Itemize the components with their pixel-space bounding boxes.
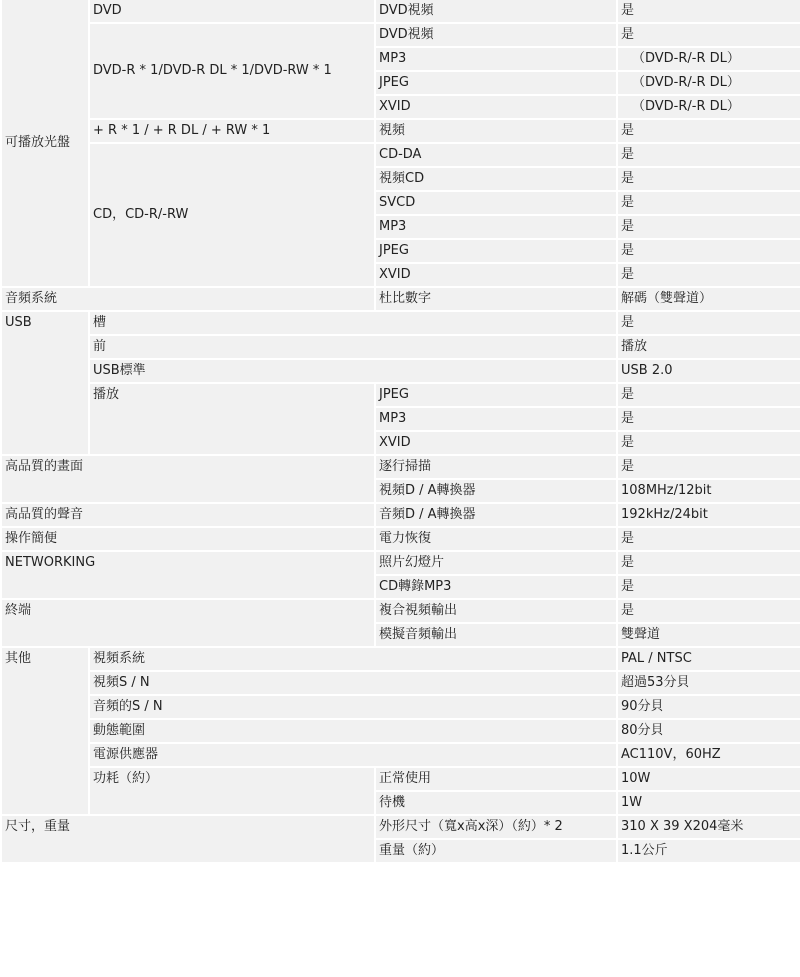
spec-row [2, 528, 800, 550]
spec-row [2, 720, 800, 742]
disc-cd-format: CD-DA [376, 144, 616, 166]
power-mode: 正常使用 [376, 768, 616, 790]
other-label: 音頻的S / N [90, 696, 616, 718]
spec-row [2, 696, 800, 718]
disc-dvdr-value: （DVD-R/-R DL） [618, 96, 800, 118]
networking-item: CD轉錄MP3 [376, 576, 616, 598]
power-mode: 待機 [376, 792, 616, 814]
spec-row [2, 744, 800, 766]
disc-cd-value: 是 [618, 240, 800, 262]
spec-row [2, 648, 800, 670]
other-label: 電源供應器 [90, 744, 616, 766]
disc-dvdr-value: （DVD-R/-R DL） [618, 48, 800, 70]
size-weight-value: 310 X 39 X204毫米 [618, 816, 800, 838]
disc-cd-format: MP3 [376, 216, 616, 238]
networking-label: NETWORKING [2, 552, 374, 598]
disc-dvdr-format: MP3 [376, 48, 616, 70]
other-header: 其他 [2, 648, 88, 814]
disc-dvdr-value: （DVD-R/-R DL） [618, 72, 800, 94]
disc-dvdr-label: DVD-R * 1/DVD-R DL * 1/DVD-RW * 1 [90, 24, 374, 118]
usb-playback-value: 是 [618, 384, 800, 406]
usb-playback-format: MP3 [376, 408, 616, 430]
spec-row [2, 336, 800, 358]
hq-sound-value: 192kHz/24bit [618, 504, 800, 526]
audio-system-item: 杜比數字 [376, 288, 616, 310]
disc-cd-value: 是 [618, 168, 800, 190]
disc-plusr-format: 視頻 [376, 120, 616, 142]
disc-cd-value: 是 [618, 192, 800, 214]
spec-row [2, 552, 800, 574]
power-label: 功耗（約） [90, 768, 374, 814]
disc-cd-value: 是 [618, 264, 800, 286]
ease-label: 操作簡便 [2, 528, 374, 550]
disc-dvdr-format: DVD視頻 [376, 24, 616, 46]
networking-value: 是 [618, 576, 800, 598]
usb-standard-value: USB 2.0 [618, 360, 800, 382]
usb-playback-format: XVID [376, 432, 616, 454]
hq-picture-value: 108MHz/12bit [618, 480, 800, 502]
power-value: 1W [618, 792, 800, 814]
spec-row [2, 384, 800, 406]
audio-system-value: 解碼（雙聲道） [618, 288, 800, 310]
ease-value: 是 [618, 528, 800, 550]
hq-picture-value: 是 [618, 456, 800, 478]
disc-plusr-label: + R * 1 / + R DL / + RW * 1 [90, 120, 374, 142]
spec-row [2, 360, 800, 382]
other-value: 90分貝 [618, 696, 800, 718]
terminal-value: 雙聲道 [618, 624, 800, 646]
usb-playback-value: 是 [618, 408, 800, 430]
disc-cd-format: JPEG [376, 240, 616, 262]
usb-front-value: 播放 [618, 336, 800, 358]
hq-picture-item: 視頻D / A轉換器 [376, 480, 616, 502]
spec-row [2, 672, 800, 694]
disc-cd-format: 視頻CD [376, 168, 616, 190]
size-weight-label: 尺寸，重量 [2, 816, 374, 862]
spec-row [2, 816, 800, 838]
other-value: 80分貝 [618, 720, 800, 742]
usb-slot-value: 是 [618, 312, 800, 334]
hq-sound-item: 音頻D / A轉換器 [376, 504, 616, 526]
spec-row [2, 288, 800, 310]
other-value: PAL / NTSC [618, 648, 800, 670]
other-value: AC110V，60HZ [618, 744, 800, 766]
other-label: 視頻系統 [90, 648, 616, 670]
spec-row [2, 504, 800, 526]
disc-cd-value: 是 [618, 144, 800, 166]
spec-row [2, 120, 800, 142]
ease-item: 電力恢復 [376, 528, 616, 550]
spec-row [2, 312, 800, 334]
disc-cd-value: 是 [618, 216, 800, 238]
spec-row [2, 456, 800, 478]
hq-picture-item: 逐行掃描 [376, 456, 616, 478]
disc-cd-label: CD，CD-R/-RW [90, 144, 374, 286]
hq-picture-label: 高品質的畫面 [2, 456, 374, 502]
spec-row [2, 24, 800, 46]
size-weight-item: 外形尺寸（寬x高x深）（約）* 2 [376, 816, 616, 838]
other-label: 視頻S / N [90, 672, 616, 694]
usb-playback-label: 播放 [90, 384, 374, 454]
disc-dvdr-format: XVID [376, 96, 616, 118]
disc-cd-format: XVID [376, 264, 616, 286]
disc-header: 可播放光盤 [2, 0, 88, 286]
usb-front-label: 前 [90, 336, 616, 358]
networking-item: 照片幻燈片 [376, 552, 616, 574]
audio-system-label: 音頻系統 [2, 288, 374, 310]
usb-slot-label: 槽 [90, 312, 616, 334]
power-value: 10W [618, 768, 800, 790]
usb-playback-value: 是 [618, 432, 800, 454]
terminal-item: 複合視頻輸出 [376, 600, 616, 622]
networking-value: 是 [618, 552, 800, 574]
size-weight-value: 1.1公斤 [618, 840, 800, 862]
terminal-value: 是 [618, 600, 800, 622]
disc-dvd-label: DVD [90, 0, 374, 22]
spec-row [2, 144, 800, 166]
disc-plusr-value: 是 [618, 120, 800, 142]
size-weight-item: 重量（約） [376, 840, 616, 862]
usb-standard-label: USB標準 [90, 360, 616, 382]
disc-dvd-value: 是 [618, 0, 800, 22]
other-label: 動態範圍 [90, 720, 616, 742]
spec-row [2, 600, 800, 622]
usb-playback-format: JPEG [376, 384, 616, 406]
spec-row [2, 768, 800, 790]
usb-header: USB [2, 312, 88, 454]
disc-dvdr-format: JPEG [376, 72, 616, 94]
disc-cd-format: SVCD [376, 192, 616, 214]
other-value: 超過53分貝 [618, 672, 800, 694]
terminal-item: 模擬音頻輸出 [376, 624, 616, 646]
spec-row [2, 0, 800, 22]
disc-dvdr-value: 是 [618, 24, 800, 46]
hq-sound-label: 高品質的聲音 [2, 504, 374, 526]
disc-dvd-format: DVD視頻 [376, 0, 616, 22]
terminal-label: 終端 [2, 600, 374, 646]
